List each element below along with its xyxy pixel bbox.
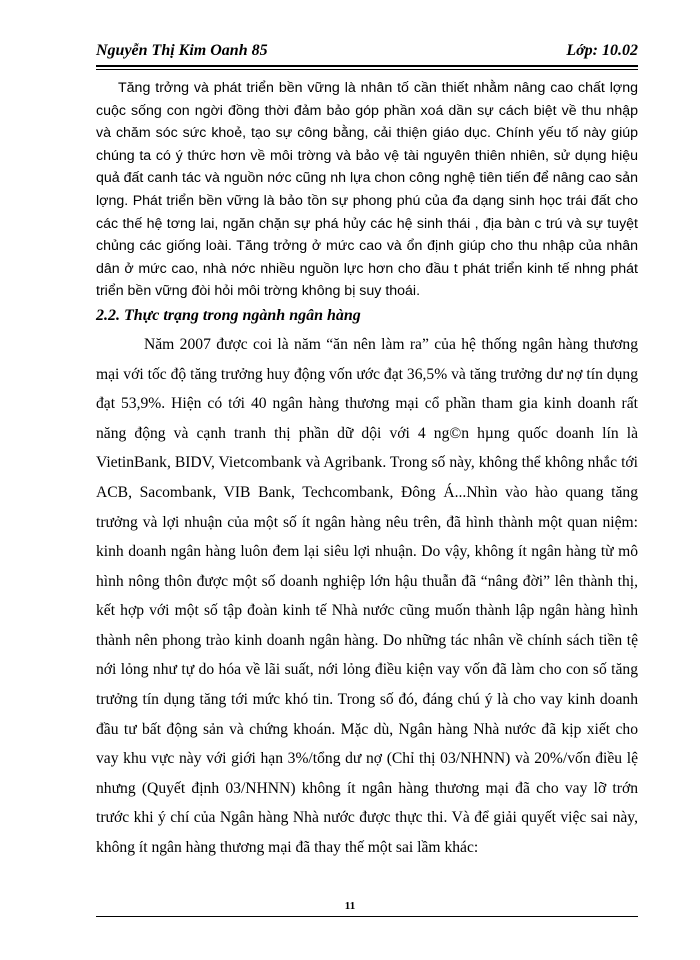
paragraph-banking: Năm 2007 được coi là năm “ăn nên làm ra” của hệ thống ngân hàng thương mại với tốc độ tăng trưởng huy động vốn ước đạt 36,5% và tăng trưởng dư nợ tín dụng đạt 53,9%. Hiện có tới 40 ngân hàng thương mại cổ phần tham gia kinh doanh rất năng động và cạnh tranh thị phần dữ dội với 4 ng©n hµng quốc doanh lín là VietinBank, BIDV, Vietcombank và Agribank. Trong số này, không thể không nhắc tới ACB, Sacombank, VIB Bank, Techcombank, Đông Á...Nhìn vào hào quang tăng trưởng và lợi nhuận của một số ít ngân hàng nêu trên, đã hình thành một quan niệm: kinh doanh ngân hàng luôn đem lại siêu lợi nhuận. Do vậy, không ít ngân hàng từ mô hình nông thôn được một số doanh nghiệp lớn hậu thuẫn đã “nâng đời” lên thành thị, kết hợp với một số tập đoàn kinh tế Nhà nước cũng muốn thành lập ngân hàng hình thành nên phong trào kinh doanh ngân hàng. Do những tác nhân về chính sách tiền tệ nới lỏng như tự do hóa về lãi suất, nới lỏng điều kiện vay vốn đã làm cho con số tăng trưởng tín dụng tăng tới mức khó tin. Trong số đó, đáng chú ý là cho vay kinh doanh đầu tư bất động sản và chứng khoán. Mặc dù, Ngân hàng Nhà nước đã kịp xiết cho vay khu vực này với giới hạn 3%/tổng dư nợ (Chỉ thị 03/NHNN) và 20%/vốn điều lệ nhưng (Quyết định 03/NHNN) không ít ngân hàng thương mại đã cho vay lỡ trớn trước khi ý chí của Ngân hàng Nhà nước được thực thi. Và để giải quyết việc sai này, không ít ngân hàng thương mại đã thay thế một sai lầm khác:	[96, 335, 638, 857]
page-number: 11	[344, 900, 356, 912]
header-author: Nguyễn Thị Kim Oanh 85	[96, 42, 268, 59]
page-header	[96, 42, 638, 60]
header-rule-thick	[96, 65, 638, 67]
paragraph-growth: Tăng trởng và phát triển bền vững là nhân tố cần thiết nhằm nâng cao chất lợng cuộc sống con ngời đồng thời đảm bảo góp phần xoá dần sự cách biệt về thu nhập và chăm sóc sức khoẻ, tạo sự công bằng, cải thiện giáo dục. Chính yếu tố này giúp chúng ta có ý thức hơn về môi trờng và bảo vệ tài nguyên thiên nhiên, sử dụng hiệu quả đất canh tác và nguồn nớc cũng nh lựa chon công nghệ tiên tiến để nâng cao sản lợng. Phát triển bền vững là bảo tồn sự phong phú của đa dạng sinh học trái đất cho các thế hệ tơng lai, ngăn chặn sự phá hủy các hệ sinh thái , địa bàn c trú và sự tuyệt chủng các giống loài. Tăng trởng ở mức cao và ổn định giúp cho thu nhập của nhân dân ở mức cao, nhà nớc nhiều nguồn lực hơn cho đầu t phát triển kinh tế nhng phát triển bền vững đòi hỏi môi trờng không bị suy thoái.	[96, 80, 638, 300]
footer-rule	[96, 916, 638, 917]
header-rule-thin	[96, 69, 638, 70]
section-heading: 2.2. Thực trạng trong ngành ngân hàng	[96, 306, 361, 324]
body-text	[96, 77, 638, 863]
header-class: Lớp: 10.02	[566, 42, 638, 59]
